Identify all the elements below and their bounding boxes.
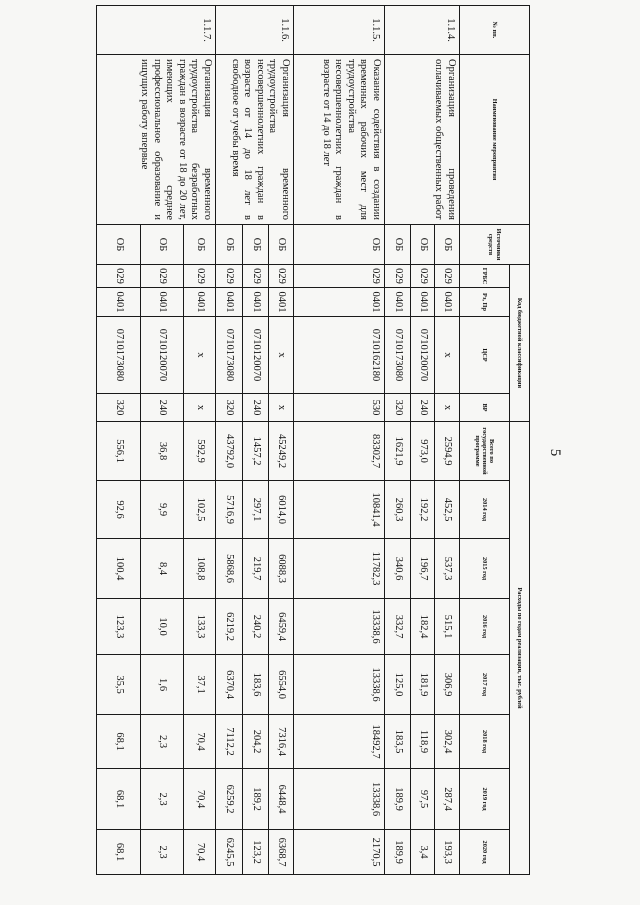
total-cell: 45249,2 <box>269 422 294 481</box>
year-cell: 2170,5 <box>294 830 385 875</box>
year-cell: 515,1 <box>435 599 460 655</box>
year-cell: 70,4 <box>184 715 216 769</box>
total-cell: 2594,9 <box>435 422 460 481</box>
total-cell: 1457,2 <box>243 422 269 481</box>
header-row-groups <box>510 6 530 875</box>
year-cell: 125,0 <box>385 655 411 715</box>
grbs-cell: 029 <box>97 265 141 288</box>
rzpr-cell: 0401 <box>269 288 294 317</box>
source-cell: ОБ <box>411 225 435 265</box>
year-cell: 92,6 <box>97 481 141 539</box>
section-number: 1.1.4. <box>385 6 460 55</box>
vr-cell: 240 <box>141 394 184 422</box>
header-source: Источники средств <box>460 225 530 265</box>
total-cell: 556,1 <box>97 422 141 481</box>
year-cell: 35,5 <box>97 655 141 715</box>
year-cell: 100,4 <box>97 539 141 599</box>
total-cell: 973,0 <box>411 422 435 481</box>
year-cell: 340,6 <box>385 539 411 599</box>
source-cell: ОБ <box>435 225 460 265</box>
year-cell: 6259,2 <box>216 769 243 830</box>
rzpr-cell: 0401 <box>216 288 243 317</box>
year-cell: 6245,5 <box>216 830 243 875</box>
header-budget-classification: Код бюджетной классификации <box>510 265 530 422</box>
table-row <box>184 6 216 875</box>
year-cell: 108,8 <box>184 539 216 599</box>
year-cell: 5716,9 <box>216 481 243 539</box>
year-cell: 2,3 <box>141 769 184 830</box>
vr-cell: 240 <box>243 394 269 422</box>
year-cell: 97,5 <box>411 769 435 830</box>
year-cell: 5868,6 <box>216 539 243 599</box>
year-cell: 68,1 <box>97 715 141 769</box>
header-year-2014: 2014 год <box>460 481 510 539</box>
year-cell: 13338,6 <box>294 599 385 655</box>
rzpr-cell: 0401 <box>411 288 435 317</box>
rzpr-cell: 0401 <box>184 288 216 317</box>
grbs-cell: 029 <box>269 265 294 288</box>
year-cell: 219,7 <box>243 539 269 599</box>
source-cell: ОБ <box>216 225 243 265</box>
year-cell: 183,6 <box>243 655 269 715</box>
year-cell: 6554,0 <box>269 655 294 715</box>
year-cell: 189,9 <box>385 769 411 830</box>
csr-cell: 0710162180 <box>294 317 385 394</box>
vr-cell: х <box>269 394 294 422</box>
source-cell: ОБ <box>243 225 269 265</box>
year-cell: 13338,6 <box>294 769 385 830</box>
year-cell: 196,7 <box>411 539 435 599</box>
header-year-2018: 2018 год <box>460 715 510 769</box>
csr-cell: 0710173080 <box>216 317 243 394</box>
grbs-cell: 029 <box>141 265 184 288</box>
year-cell: 1,6 <box>141 655 184 715</box>
header-year-2017: 2017 год <box>460 655 510 715</box>
header-total: Всего по государственной программе <box>460 422 510 481</box>
year-cell: 37,1 <box>184 655 216 715</box>
vr-cell: 530 <box>294 394 385 422</box>
year-cell: 193,3 <box>435 830 460 875</box>
header-expenses: Расходы по годам реализации, тыс. рублей <box>510 422 530 875</box>
grbs-cell: 029 <box>216 265 243 288</box>
rzpr-cell: 0401 <box>243 288 269 317</box>
year-cell: 10,0 <box>141 599 184 655</box>
rzpr-cell: 0401 <box>141 288 184 317</box>
measure-name: Оказание содействия в создании временных рабочих мест для трудоустройства несовершеннолетних граждан в возрасте от 14 до 18 лет <box>294 55 385 225</box>
year-cell: 6219,2 <box>216 599 243 655</box>
csr-cell: 0710173080 <box>385 317 411 394</box>
year-cell: 192,2 <box>411 481 435 539</box>
section-number: 1.1.6. <box>216 6 294 55</box>
vr-cell: 320 <box>97 394 141 422</box>
rzpr-cell: 0401 <box>435 288 460 317</box>
total-cell: 83302,7 <box>294 422 385 481</box>
year-cell: 133,3 <box>184 599 216 655</box>
rzpr-cell: 0401 <box>294 288 385 317</box>
year-cell: 306,9 <box>435 655 460 715</box>
grbs-cell: 029 <box>385 265 411 288</box>
csr-cell: 0710120070 <box>411 317 435 394</box>
year-cell: 287,4 <box>435 769 460 830</box>
year-cell: 2,3 <box>141 715 184 769</box>
csr-cell: х <box>435 317 460 394</box>
grbs-cell: 029 <box>294 265 385 288</box>
table-row <box>269 6 294 875</box>
grbs-cell: 029 <box>435 265 460 288</box>
year-cell: 118,9 <box>411 715 435 769</box>
table-row <box>435 6 460 875</box>
year-cell: 6014,0 <box>269 481 294 539</box>
year-cell: 70,4 <box>184 769 216 830</box>
year-cell: 189,2 <box>243 769 269 830</box>
year-cell: 68,1 <box>97 769 141 830</box>
year-cell: 9,9 <box>141 481 184 539</box>
csr-cell: х <box>184 317 216 394</box>
year-cell: 70,4 <box>184 830 216 875</box>
grbs-cell: 029 <box>243 265 269 288</box>
vr-cell: х <box>184 394 216 422</box>
grbs-cell: 029 <box>184 265 216 288</box>
year-cell: 2,3 <box>141 830 184 875</box>
year-cell: 537,3 <box>435 539 460 599</box>
year-cell: 332,7 <box>385 599 411 655</box>
header-grbs: ГРБС <box>460 265 510 288</box>
year-cell: 102,5 <box>184 481 216 539</box>
year-cell: 452,5 <box>435 481 460 539</box>
vr-cell: х <box>435 394 460 422</box>
measure-name: Организация временного трудоустройства несовершеннолетних граждан в возрасте от 14 до 18 лет в свободное от учебы время <box>216 55 294 225</box>
section-number: 1.1.7. <box>97 6 216 55</box>
year-cell: 297,1 <box>243 481 269 539</box>
year-cell: 181,9 <box>411 655 435 715</box>
year-cell: 6448,4 <box>269 769 294 830</box>
table-row <box>294 6 385 875</box>
rzpr-cell: 0401 <box>385 288 411 317</box>
source-cell: ОБ <box>184 225 216 265</box>
budget-table <box>96 5 530 875</box>
year-cell: 3,4 <box>411 830 435 875</box>
vr-cell: 320 <box>216 394 243 422</box>
rzpr-cell: 0401 <box>97 288 141 317</box>
csr-cell: 0710120070 <box>141 317 184 394</box>
year-cell: 11782,3 <box>294 539 385 599</box>
year-cell: 8,4 <box>141 539 184 599</box>
total-cell: 43792,0 <box>216 422 243 481</box>
year-cell: 123,2 <box>243 830 269 875</box>
year-cell: 260,3 <box>385 481 411 539</box>
header-year-2015: 2015 год <box>460 539 510 599</box>
year-cell: 240,2 <box>243 599 269 655</box>
source-cell: ОБ <box>294 225 385 265</box>
section-number: 1.1.5. <box>294 6 385 55</box>
header-name: Наименование мероприятия <box>460 55 530 225</box>
total-cell: 36,8 <box>141 422 184 481</box>
year-cell: 6368,7 <box>269 830 294 875</box>
vr-cell: 320 <box>385 394 411 422</box>
header-vr: ВР <box>460 394 510 422</box>
total-cell: 1621,9 <box>385 422 411 481</box>
year-cell: 182,4 <box>411 599 435 655</box>
header-year-2019: 2019 год <box>460 769 510 830</box>
year-cell: 6088,3 <box>269 539 294 599</box>
source-cell: ОБ <box>141 225 184 265</box>
csr-cell: х <box>269 317 294 394</box>
total-cell: 592,9 <box>184 422 216 481</box>
header-year-2020: 2020 год <box>460 830 510 875</box>
year-cell: 7316,4 <box>269 715 294 769</box>
source-cell: ОБ <box>385 225 411 265</box>
year-cell: 68,1 <box>97 830 141 875</box>
source-cell: ОБ <box>97 225 141 265</box>
year-cell: 6459,4 <box>269 599 294 655</box>
year-cell: 13338,6 <box>294 655 385 715</box>
year-cell: 123,3 <box>97 599 141 655</box>
csr-cell: 0710120070 <box>243 317 269 394</box>
year-cell: 302,4 <box>435 715 460 769</box>
header-year-2016: 2016 год <box>460 599 510 655</box>
header-num: № пп. <box>460 6 530 55</box>
year-cell: 183,5 <box>385 715 411 769</box>
header-rzpr: Рз, Пр <box>460 288 510 317</box>
measure-name: Организация временного трудоустройства безработных граждан в возрасте от 18 до 20 лет, имеющих среднее профессиональное образование и ищущих работу впервые <box>97 55 216 225</box>
page-number: 5 <box>547 448 563 457</box>
year-cell: 189,9 <box>385 830 411 875</box>
year-cell: 204,2 <box>243 715 269 769</box>
grbs-cell: 029 <box>411 265 435 288</box>
vr-cell: 240 <box>411 394 435 422</box>
year-cell: 18492,7 <box>294 715 385 769</box>
header-csr: ЦСР <box>460 317 510 394</box>
year-cell: 7112,2 <box>216 715 243 769</box>
measure-name: Организация проведения оплачиваемых общественных работ <box>385 55 460 225</box>
source-cell: ОБ <box>269 225 294 265</box>
year-cell: 10841,4 <box>294 481 385 539</box>
csr-cell: 0710173080 <box>97 317 141 394</box>
year-cell: 6370,4 <box>216 655 243 715</box>
